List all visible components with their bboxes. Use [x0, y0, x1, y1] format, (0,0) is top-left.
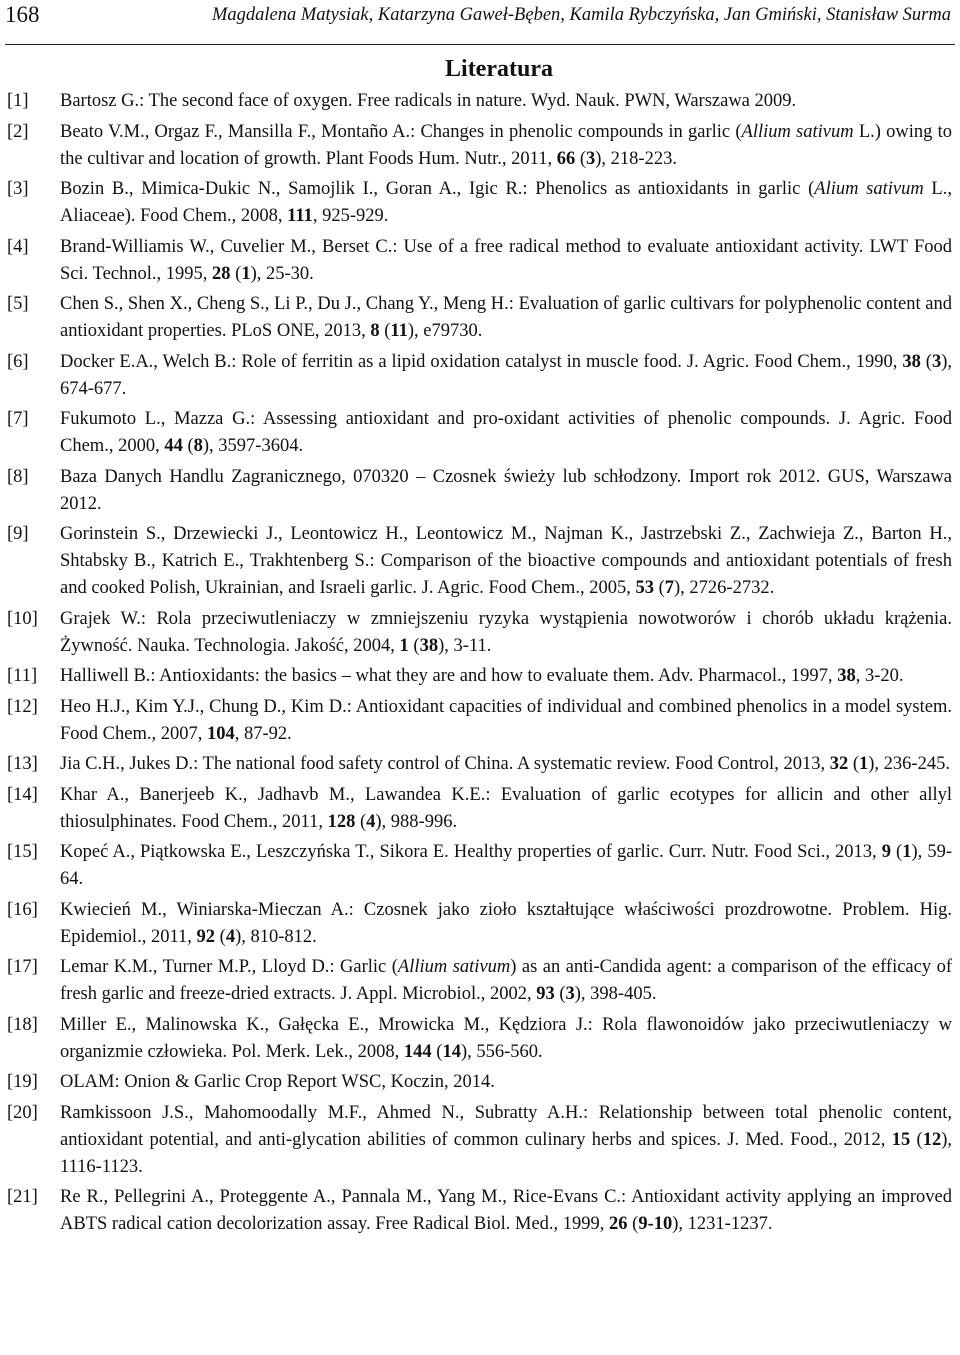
reference-segment: ), 810-812.: [235, 926, 317, 947]
section-title: Literatura: [445, 56, 553, 82]
reference-number: [7]: [7, 409, 29, 429]
reference-number: [21]: [7, 1187, 38, 1207]
reference-segment: ), 2726-2732.: [674, 578, 775, 598]
reference-item: [7, 1012, 952, 1066]
reference-segment: (: [379, 321, 391, 341]
reference-segment: ), 3-11.: [438, 635, 492, 656]
reference-text: [60, 467, 952, 514]
reference-volume: 32: [829, 754, 849, 774]
reference-item: [7, 954, 952, 1008]
reference-segment: Kwiecień M., Winiarska-Mieczan A.: Czosnek jako zioło kształtujące właściwości prozdrowotne. Problem. Hig. Epidemiol., 2011,: [60, 899, 952, 947]
reference-number: [17]: [7, 957, 38, 977]
reference-text: [60, 900, 952, 947]
reference-volume: 38: [419, 635, 439, 656]
reference-number: [16]: [7, 899, 38, 920]
reference-number: [18]: [7, 1014, 38, 1035]
reference-text: [60, 294, 952, 341]
reference-text: [60, 785, 952, 832]
reference-volume: 93: [536, 984, 555, 1004]
reference-segment: ), e79730.: [407, 321, 483, 341]
reference-segment: Khar A., Banerjeeb K., Jadhavb M., Lawandea K.E.: Evaluation of garlic ecotypes for allicin and other allyl thiosulphinates. Food Chem., 2011,: [60, 784, 952, 832]
reference-text: [60, 91, 796, 111]
reference-volume: 66: [556, 148, 576, 169]
reference-number: [5]: [7, 294, 29, 314]
reference-segment: Miller E., Malinowska K., Gałęcka E., Mrowicka M., Kędziora J.: Rola flawonoidów jako przeciwutleniaczy w organizmie człowieka. Pol. Merk. Lek., 2008,: [60, 1014, 952, 1062]
reference-segment: ), 988-996.: [375, 811, 458, 832]
reference-volume: 9: [881, 842, 891, 862]
reference-volume: 26: [609, 1214, 628, 1234]
reference-segment: Kopeć A., Piątkowska E., Leszczyńska T., Sikora E. Healthy properties of garlic. Curr. Nutr. Food Sci., 2013,: [60, 842, 882, 862]
reference-volume: 44: [164, 436, 183, 456]
reference-number: [6]: [7, 351, 29, 372]
reference-volume: 4: [225, 926, 236, 947]
reference-text: [60, 1072, 495, 1092]
reference-item: [7, 606, 952, 660]
reference-segment: (: [575, 148, 586, 169]
reference-volume: 7: [664, 578, 674, 598]
reference-item: [7, 897, 952, 951]
reference-text: [60, 524, 952, 598]
reference-segment: ), 1116-1123.: [60, 1129, 952, 1177]
reference-item: [7, 291, 952, 345]
reference-segment: (: [554, 984, 566, 1004]
running-head-authors: Magdalena Matysiak, Katarzyna Gaweł-Bęben, Kamila Rybczyńska, Jan Gmiński, Stanisław Surma: [211, 5, 951, 25]
reference-volume: 128: [327, 811, 356, 832]
reference-segment: , 3-20.: [855, 666, 904, 686]
reference-segment: ), 674-677.: [60, 351, 952, 399]
reference-list: [7, 88, 952, 1242]
reference-segment: (: [431, 1041, 443, 1062]
reference-volume: 12: [922, 1129, 942, 1150]
reference-segment: ), 556-560.: [460, 1041, 543, 1062]
reference-segment: ), 236-245.: [868, 754, 950, 774]
reference-item: [7, 464, 952, 518]
reference-item: [7, 521, 952, 602]
reference-segment: (: [848, 754, 859, 774]
reference-volume: 1: [859, 754, 869, 774]
reference-segment: ), 398-405.: [574, 984, 657, 1004]
reference-segment: (: [230, 263, 242, 284]
reference-number: [14]: [7, 784, 38, 805]
reference-segment: ), 3597-3604.: [202, 436, 304, 456]
reference-segment: ), 59-64.: [60, 842, 952, 889]
reference-number: [12]: [7, 696, 38, 717]
reference-text: [60, 237, 952, 284]
reference-number: [13]: [7, 754, 38, 774]
reference-volume: 3: [931, 351, 942, 372]
reference-number: [3]: [7, 179, 29, 199]
reference-item: [7, 839, 952, 893]
reference-volume: 3: [586, 148, 596, 169]
reference-segment: Grajek W.: Rola przeciwutleniaczy w zmniejszeniu ryzyka wystąpienia nowotworów i chorób układu krążenia. Żywność. Nauka. Technologia. Jakość, 2004,: [60, 608, 952, 656]
reference-volume: 1: [399, 635, 409, 656]
reference-text: [60, 842, 952, 889]
page-number: 168: [5, 2, 40, 27]
reference-volume: 111: [287, 206, 313, 226]
reference-item: [7, 234, 952, 288]
reference-number: [8]: [7, 466, 29, 487]
reference-text: [60, 179, 952, 226]
reference-segment: OLAM: Onion & Garlic Crop Report WSC, Koczin, 2014.: [60, 1072, 495, 1092]
reference-text: [60, 409, 952, 456]
reference-segment: Chen S., Shen X., Cheng S., Li P., Du J., Chang Y., Meng H.: Evaluation of garlic cultivars for polyphenolic content and antioxidant properties. PLoS ONE, 2013,: [60, 294, 952, 341]
reference-text: [60, 1187, 952, 1234]
reference-segment: , 87-92.: [234, 723, 292, 744]
reference-segment: (: [355, 811, 367, 832]
reference-number: [15]: [7, 842, 38, 862]
reference-segment: L., Aliaceae). Food Chem., 2008,: [60, 179, 952, 226]
reference-text: [60, 666, 903, 686]
page-header: [5, 0, 955, 45]
reference-text: [60, 754, 950, 774]
reference-volume: 28: [212, 263, 231, 284]
reference-volume: 104: [206, 723, 235, 744]
reference-volume: 8: [370, 321, 380, 341]
reference-text: [60, 697, 952, 744]
reference-segment: (: [408, 635, 420, 656]
reference-segment: ), 1231-1237.: [672, 1214, 773, 1234]
reference-segment: (: [890, 842, 903, 862]
reference-volume: 38: [902, 351, 921, 372]
reference-volume: 92: [196, 926, 216, 947]
reference-segment: Re R., Pellegrini A., Proteggente A., Pannala M., Yang M., Rice-Evans C.: Antioxidant activity applying an improved ABTS radical cation decolorization assay. Free Radical Biol. Med., 1999,: [60, 1187, 952, 1234]
reference-segment: (: [653, 578, 665, 598]
reference-item: [7, 176, 952, 230]
reference-volume: 4: [366, 811, 376, 832]
reference-species: Allium sativum: [741, 121, 854, 142]
reference-text: [60, 1015, 952, 1062]
reference-text: [60, 352, 952, 399]
reference-segment: Bozin B., Mimica-Dukic N., Samojlik I., Goran A., Igic R.: Phenolics as antioxidants in garlic (: [60, 179, 815, 199]
reference-segment: (: [910, 1129, 923, 1150]
reference-segment: Fukumoto L., Mazza G.: Assessing antioxidant and pro-oxidant activities of phenolic compounds. J. Agric. Food Chem., 2000,: [60, 409, 952, 456]
reference-volume: 38: [837, 666, 856, 686]
reference-volume: 11: [390, 321, 408, 341]
reference-segment: Ramkissoon J.S., Mahomoodally M.F., Ahmed N., Subratty A.H.: Relationship between total phenolic content, antioxidant potential, and anti-glycation abilities of common culinary herbs and spices. J. Med. Food., 2012,: [60, 1102, 952, 1150]
reference-volume: 1: [902, 842, 912, 862]
reference-text: [60, 122, 952, 169]
reference-segment: Beato V.M., Orgaz F., Mansilla F., Montaño A.: Changes in phenolic compounds in garlic (: [60, 121, 742, 142]
reference-item: [7, 119, 952, 173]
reference-item: [7, 406, 952, 460]
reference-item: [7, 663, 952, 690]
reference-volume: 14: [442, 1041, 461, 1062]
reference-volume: 144: [403, 1041, 432, 1062]
reference-text: [60, 1103, 952, 1177]
reference-segment: , 925-929.: [312, 206, 389, 226]
reference-segment: Gorinstein S., Drzewiecki J., Leontowicz H., Leontowicz M., Najman K., Jastrzebski Z., Zachwieja Z., Barton H., Shtabsky B., Katrich E., Trakhtenberg S.: Comparison of the bioactive compounds and antioxidant potentials of fresh and cooked Polish, Ukrainian, and Israeli garlic. J. Agric. Food Chem., 2005,: [60, 524, 952, 598]
reference-item: [7, 751, 952, 778]
reference-text: [60, 957, 952, 1004]
reference-item: [7, 782, 952, 836]
reference-segment: (: [920, 351, 932, 372]
reference-segment: (: [182, 436, 194, 456]
reference-number: [20]: [7, 1102, 38, 1123]
reference-number: [11]: [7, 666, 38, 686]
reference-volume: 1: [241, 263, 251, 284]
reference-segment: Bartosz G.: The second face of oxygen. Free radicals in nature. Wyd. Nauk. PWN, Warszawa 2009.: [60, 91, 797, 111]
reference-segment: (: [215, 926, 226, 947]
reference-segment: Brand-Williamis W., Cuvelier M., Berset C.: Use of a free radical method to evaluate antioxidant activity. LWT Food Sci. Technol., 1995,: [60, 236, 952, 284]
reference-volume: 53: [635, 578, 654, 598]
reference-segment: Baza Danych Handlu Zagranicznego, 070320 – Czosnek świeży lub schłodzony. Import rok 2012. GUS, Warszawa 2012.: [60, 466, 952, 514]
reference-item: [7, 349, 952, 403]
reference-item: [7, 1100, 952, 1181]
reference-volume: 3: [565, 984, 575, 1004]
reference-item: [7, 1069, 952, 1096]
reference-number: [1]: [7, 91, 29, 111]
reference-item: [7, 1184, 952, 1238]
reference-item: [7, 88, 952, 115]
reference-volume: 15: [891, 1129, 911, 1150]
reference-segment: ) as an anti-Candida agent: a comparison of the efficacy of fresh garlic and freeze-dried extracts. J. Appl. Microbiol., 2002,: [60, 957, 952, 1004]
reference-number: [9]: [7, 524, 29, 544]
reference-segment: Heo H.J., Kim Y.J., Chung D., Kim D.: Antioxidant capacities of individual and combined phenolics in a model system. Food Chem., 2007,: [60, 696, 952, 744]
reference-segment: Halliwell B.: Antioxidants: the basics – what they are and how to evaluate them. Adv. Pharmacol., 1997,: [60, 666, 838, 686]
reference-text: [60, 609, 952, 656]
reference-segment: Docker E.A., Welch B.: Role of ferritin as a lipid oxidation catalyst in muscle food. J. Agric. Food Chem., 1990,: [60, 351, 903, 372]
reference-volume: 9-10: [638, 1214, 673, 1234]
reference-item: [7, 694, 952, 748]
reference-segment: ), 218-223.: [595, 148, 677, 169]
reference-segment: Lemar K.M., Turner M.P., Lloyd D.: Garlic (: [60, 957, 398, 977]
reference-segment: Jia C.H., Jukes D.: The national food safety control of China. A systematic review. Food Control, 2013,: [60, 754, 830, 774]
reference-volume: 8: [193, 436, 203, 456]
reference-number: [10]: [7, 608, 38, 629]
reference-number: [4]: [7, 236, 29, 257]
reference-number: [2]: [7, 121, 29, 142]
reference-segment: (: [627, 1214, 639, 1234]
reference-species: Alium sativum: [814, 179, 924, 199]
reference-number: [19]: [7, 1072, 38, 1092]
reference-segment: L.) owing to the cultivar and location of growth. Plant Foods Hum. Nutr., 2011,: [60, 121, 952, 169]
reference-species: Allium sativum: [397, 957, 511, 977]
reference-segment: ), 25-30.: [250, 263, 314, 284]
